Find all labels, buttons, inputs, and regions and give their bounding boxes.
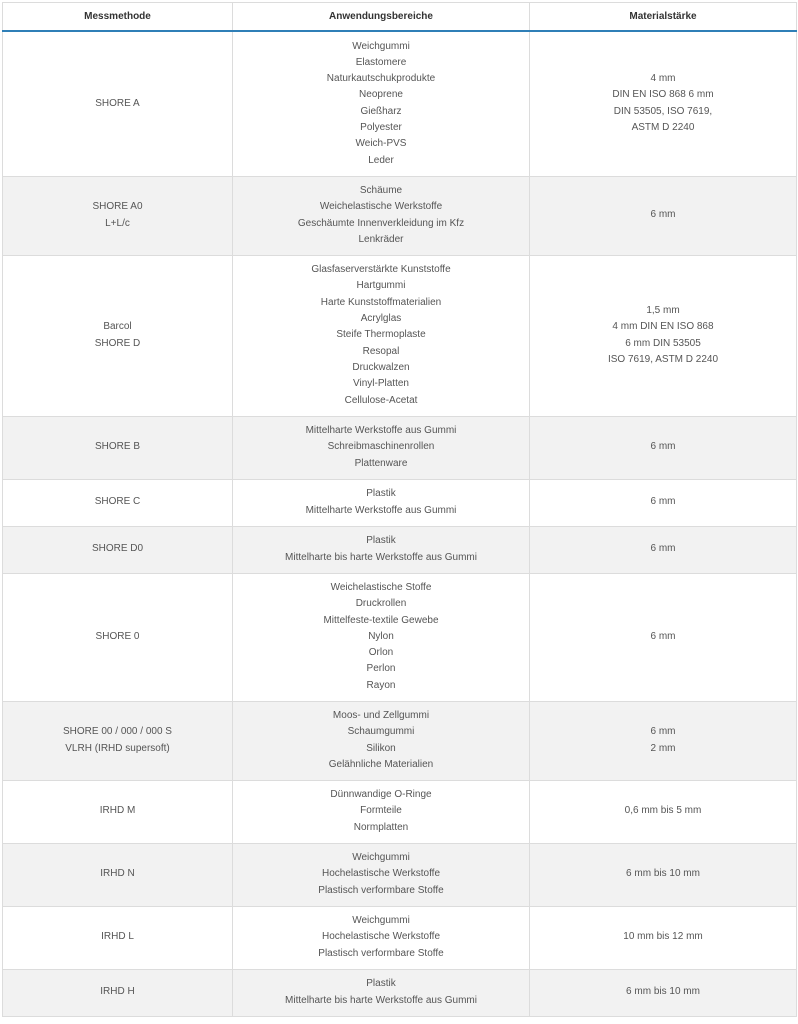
cell-line: 6 mm bis 10 mm	[626, 986, 700, 998]
method-cell	[3, 701, 233, 780]
cell-line: L+L/c	[105, 217, 130, 229]
areas-cell	[233, 573, 530, 701]
cell-line: Glasfaserverstärkte Kunststoffe	[311, 264, 451, 276]
areas-cell	[233, 31, 530, 176]
table-row	[3, 176, 797, 255]
cell-line: Formteile	[360, 805, 402, 817]
areas-cell	[233, 526, 530, 573]
table-row	[3, 573, 797, 701]
thickness-cell	[530, 31, 797, 176]
table-header	[3, 3, 797, 32]
cell-line: ISO 7619, ASTM D 2240	[607, 353, 719, 365]
cell-line: Acrylglas	[360, 313, 402, 325]
cell-line: Mittelharte Werkstoffe aus Gummi	[305, 425, 457, 437]
thickness-cell	[530, 906, 797, 969]
thickness-cell	[530, 573, 797, 701]
cell-line: 6 mm	[650, 496, 676, 508]
thickness-cell	[530, 176, 797, 255]
areas-cell	[233, 176, 530, 255]
method-cell	[3, 176, 233, 255]
cell-line: Schaumgummi	[347, 726, 415, 738]
cell-line: Neoprene	[359, 89, 403, 101]
cell-line: 6 mm	[650, 209, 676, 221]
cell-line: Weich-PVS	[355, 138, 407, 150]
cell-line: Druckwalzen	[352, 361, 410, 373]
cell-line: Orlon	[368, 647, 394, 659]
cell-line: Leder	[368, 154, 394, 166]
areas-cell	[233, 479, 530, 526]
method-cell	[3, 573, 233, 701]
cell-line: Steife Thermoplaste	[336, 329, 426, 341]
cell-line: SHORE 00 / 000 / 000 S	[63, 726, 172, 738]
method-cell	[3, 843, 233, 906]
cell-line: IRHD L	[101, 931, 134, 943]
cell-line: Barcol	[103, 321, 132, 333]
cell-line: Schreibmaschinenrollen	[327, 441, 435, 453]
cell-line: Weichgummi	[352, 915, 410, 927]
header-messmethode: Messmethode	[3, 3, 233, 32]
thickness-cell	[530, 701, 797, 780]
cell-line: Weichelastische Stoffe	[330, 581, 432, 593]
table-row	[3, 479, 797, 526]
cell-line: SHORE 0	[95, 630, 140, 642]
method-cell	[3, 255, 233, 416]
cell-line: Lenkräder	[358, 233, 404, 245]
cell-line: 4 mm	[650, 73, 676, 85]
table-row	[3, 969, 797, 1016]
thickness-cell	[530, 479, 797, 526]
cell-line: SHORE D0	[91, 543, 144, 555]
areas-cell	[233, 780, 530, 843]
table-row	[3, 526, 797, 573]
cell-line: Mittelharte bis harte Werkstoffe aus Gummi	[285, 994, 477, 1006]
cell-line: Elastomere	[355, 56, 407, 68]
cell-line: Cellulose-Acetat	[344, 394, 418, 406]
cell-line: Gelähnliche Materialien	[328, 758, 434, 770]
header-materialstaerke: Materialstärke	[530, 3, 797, 32]
table-row	[3, 906, 797, 969]
thickness-cell	[530, 416, 797, 479]
cell-line: 0,6 mm bis 5 mm	[624, 805, 702, 817]
method-cell	[3, 526, 233, 573]
cell-line: SHORE A0	[92, 201, 143, 213]
thickness-cell	[530, 255, 797, 416]
cell-line: IRHD N	[100, 868, 135, 880]
cell-line: 6 mm DIN 53505	[625, 337, 701, 349]
cell-line: SHORE C	[94, 496, 141, 508]
method-cell	[3, 969, 233, 1016]
table-row	[3, 31, 797, 176]
cell-line: ASTM D 2240	[631, 122, 695, 134]
cell-line: Plastisch verformbare Stoffe	[318, 947, 444, 959]
cell-line: VLRH (IRHD supersoft)	[65, 742, 170, 754]
thickness-cell	[530, 969, 797, 1016]
header-row	[3, 3, 797, 32]
cell-line: Dünnwandige O-Ringe	[330, 789, 432, 801]
cell-line: IRHD H	[100, 986, 135, 998]
cell-line: 6 mm	[650, 726, 676, 738]
cell-line: 10 mm bis 12 mm	[623, 931, 703, 943]
cell-line: Nylon	[368, 630, 394, 642]
cell-line: Weichgummi	[352, 852, 410, 864]
areas-cell	[233, 701, 530, 780]
method-cell	[3, 31, 233, 176]
cell-line: Hochelastische Werkstoffe	[321, 868, 441, 880]
cell-line: Hochelastische Werkstoffe	[321, 931, 441, 943]
cell-line: Naturkautschukprodukte	[326, 73, 436, 85]
cell-line: Gießharz	[360, 105, 402, 117]
table-row	[3, 416, 797, 479]
table-row	[3, 701, 797, 780]
hardness-measurement-table	[2, 2, 797, 1017]
table-body	[3, 31, 797, 1016]
cell-line: SHORE B	[94, 441, 140, 453]
areas-cell	[233, 416, 530, 479]
method-cell	[3, 906, 233, 969]
header-anwendungsbereiche: Anwendungsbereiche	[233, 3, 530, 32]
cell-line: DIN EN ISO 868 6 mm	[612, 89, 714, 101]
areas-cell	[233, 255, 530, 416]
cell-line: Plastik	[366, 488, 396, 500]
cell-line: Plastik	[366, 535, 396, 547]
method-cell	[3, 416, 233, 479]
thickness-cell	[530, 526, 797, 573]
cell-line: 6 mm	[650, 543, 676, 555]
cell-line: Hartgummi	[356, 280, 406, 292]
cell-line: 4 mm DIN EN ISO 868	[612, 321, 714, 333]
cell-line: Mittelharte bis harte Werkstoffe aus Gummi	[285, 551, 477, 563]
cell-line: Perlon	[366, 663, 396, 675]
thickness-cell	[530, 843, 797, 906]
cell-line: Weichelastische Werkstoffe	[319, 201, 443, 213]
cell-line: Normplatten	[353, 821, 409, 833]
cell-line: 6 mm bis 10 mm	[626, 868, 700, 880]
method-cell	[3, 780, 233, 843]
cell-line: Schäume	[359, 184, 403, 196]
areas-cell	[233, 969, 530, 1016]
table-row	[3, 255, 797, 416]
cell-line: SHORE D	[94, 337, 141, 349]
cell-line: Geschäumte Innenverkleidung im Kfz	[297, 217, 465, 229]
cell-line: Moos- und Zellgummi	[332, 709, 430, 721]
cell-line: 2 mm	[650, 742, 676, 754]
cell-line: Druckrollen	[355, 598, 407, 610]
cell-line: Rayon	[366, 679, 396, 691]
cell-line: Plattenware	[354, 457, 408, 469]
cell-line: Silikon	[366, 742, 396, 754]
cell-line: Weichgummi	[352, 40, 410, 52]
cell-line: DIN 53505, ISO 7619,	[613, 105, 713, 117]
cell-line: Plastik	[366, 978, 396, 990]
areas-cell	[233, 843, 530, 906]
cell-line: Resopal	[362, 345, 400, 357]
cell-line: Polyester	[360, 122, 402, 134]
cell-line: 6 mm	[650, 630, 676, 642]
table-row	[3, 780, 797, 843]
areas-cell	[233, 906, 530, 969]
cell-line: Harte Kunststoffmaterialien	[320, 296, 442, 308]
cell-line: Vinyl-Platten	[353, 378, 409, 390]
cell-line: SHORE A	[95, 97, 140, 109]
cell-line: Mittelharte Werkstoffe aus Gummi	[305, 504, 457, 516]
table-row	[3, 843, 797, 906]
cell-line: Mittelfeste-textile Gewebe	[323, 614, 439, 626]
method-cell	[3, 479, 233, 526]
cell-line: Plastisch verformbare Stoffe	[318, 884, 444, 896]
cell-line: IRHD M	[99, 805, 136, 817]
cell-line: 1,5 mm	[646, 304, 680, 316]
cell-line: 6 mm	[650, 441, 676, 453]
thickness-cell	[530, 780, 797, 843]
